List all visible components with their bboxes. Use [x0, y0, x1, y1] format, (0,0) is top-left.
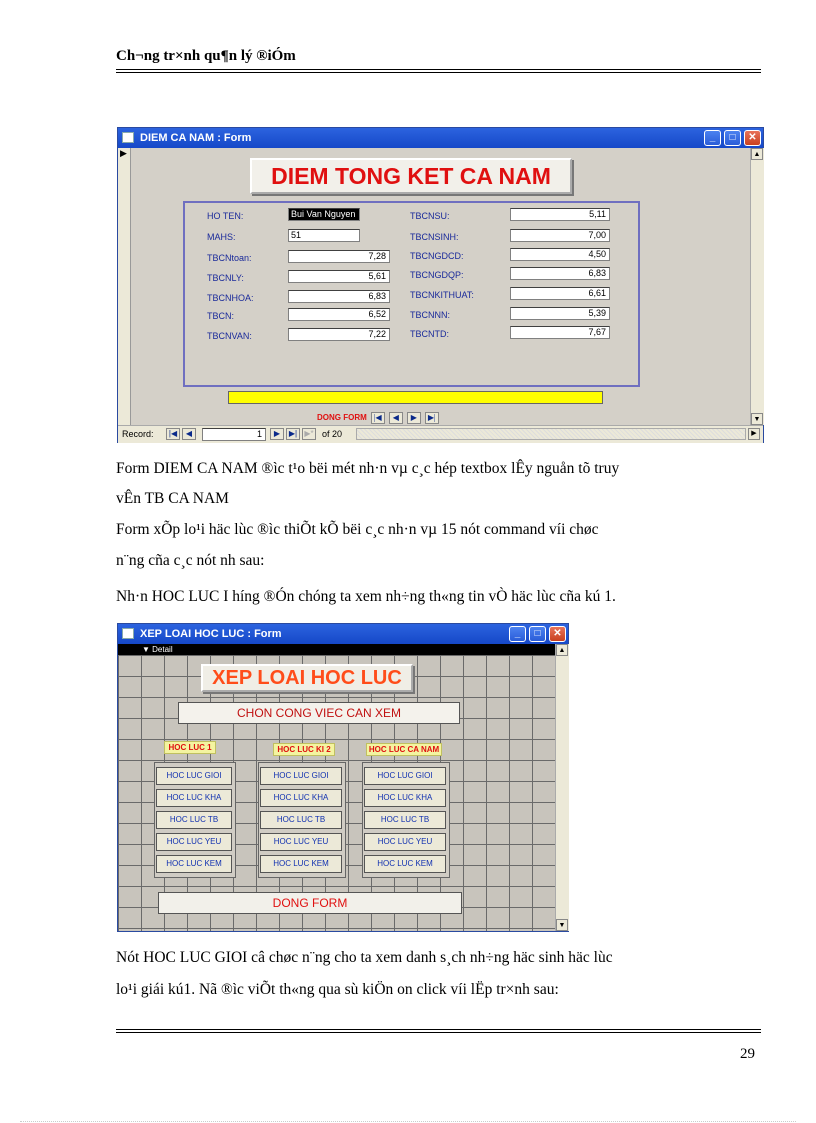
- paragraph1-line3: Form xÕp lo¹i häc lùc ®ìc thiÕt kÕ bëi c¸c nh·n vµ 15 nót command víi chøc: [116, 521, 599, 538]
- hoc-luc-ca-nam-header: HOC LUC CA NAM: [366, 743, 442, 756]
- maximize-icon[interactable]: □: [724, 130, 741, 146]
- yellow-bar: [228, 391, 603, 404]
- label-tbcnly: TBCNLY:: [207, 273, 244, 283]
- close-icon[interactable]: ✕: [744, 130, 761, 146]
- label-tbcntd: TBCNTD:: [410, 329, 449, 339]
- label-mahs: MAHS:: [207, 232, 236, 242]
- form1-vscroll[interactable]: [750, 148, 764, 425]
- hoc-luc-ki2-tb-button[interactable]: HOC LUC TB: [260, 811, 342, 829]
- form2-subtitle: CHON CONG VIEC CAN XEM: [178, 702, 460, 724]
- window1-titlebar[interactable]: [118, 128, 763, 148]
- hoc-luc-ki2-kha-button[interactable]: HOC LUC KHA: [260, 789, 342, 807]
- window2-titlebar[interactable]: [118, 624, 568, 644]
- hoc-luc-1-tb-button[interactable]: HOC LUC TB: [156, 811, 232, 829]
- tbcnsinh-field[interactable]: 7,00: [510, 229, 610, 242]
- nav-last-icon[interactable]: ▶|: [425, 412, 439, 424]
- tbcntoan-field[interactable]: 7,28: [288, 250, 390, 263]
- dong-form-button-2[interactable]: DONG FORM: [158, 892, 462, 914]
- dong-form-button[interactable]: DONG FORM: [317, 413, 367, 422]
- record-prev-icon[interactable]: ◀: [182, 428, 196, 440]
- tbcnsu-field[interactable]: 5,11: [510, 208, 610, 221]
- record-last-icon[interactable]: ▶|: [286, 428, 300, 440]
- tbcngdcd-field[interactable]: 4,50: [510, 248, 610, 261]
- scroll2-up-icon[interactable]: ▲: [556, 644, 568, 656]
- hoc-luc-ki2-yeu-button[interactable]: HOC LUC YEU: [260, 833, 342, 851]
- paragraph1-line4: n¨ng cña c¸c nót nh sau:: [116, 552, 265, 569]
- label-tbcnsu: TBCNSU:: [410, 211, 450, 221]
- detail-section-bar: [118, 644, 555, 655]
- paragraph2-line1: Nót HOC LUC GIOI câ chøc n¨ng cho ta xem danh s¸ch nh÷ng häc sinh häc lùc: [116, 949, 613, 966]
- hoc-luc-ca-nam-gioi-button[interactable]: HOC LUC GIOI: [364, 767, 446, 785]
- label-tbcngdqp: TBCNGDQP:: [410, 270, 464, 280]
- label-tbcnsinh: TBCNSINH:: [410, 232, 459, 242]
- diem-ca-nam-window: [117, 127, 764, 443]
- form1-hscroll[interactable]: [356, 428, 746, 440]
- detail-section-label: Detail: [152, 645, 173, 654]
- paragraph1-line2: vÊn TB CA NAM: [116, 490, 229, 507]
- record-number-field[interactable]: 1: [202, 428, 266, 441]
- xep-loai-hoc-luc-window: [117, 623, 569, 932]
- tbcnly-field[interactable]: 5,61: [288, 270, 390, 283]
- label-tbcn: TBCN:: [207, 311, 234, 321]
- hoc-luc-1-header: HOC LUC 1: [164, 741, 216, 754]
- header-rule: [116, 69, 761, 70]
- paragraph1-line5: Nh·n HOC LUC I híng ®Ón chóng ta xem nh÷ng th«ng tin vÒ häc lùc cña kú 1.: [116, 588, 616, 605]
- column1-panel: [154, 762, 236, 878]
- mahs-field[interactable]: 51: [288, 229, 360, 242]
- page-header-title: Ch¬ng tr×nh qu¶n lý ®iÓm: [116, 48, 296, 64]
- label-tbcnvan: TBCNVAN:: [207, 331, 252, 341]
- label-tbcngdcd: TBCNGDCD:: [410, 251, 464, 261]
- scroll-down-icon[interactable]: ▼: [751, 413, 763, 425]
- hoc-luc-ca-nam-kha-button[interactable]: HOC LUC KHA: [364, 789, 446, 807]
- label-tbcnhoa: TBCNHOA:: [207, 293, 254, 303]
- page-bottom-dotline: [20, 1121, 796, 1122]
- tbcnkithuat-field[interactable]: 6,61: [510, 287, 610, 300]
- minimize2-icon[interactable]: _: [509, 626, 526, 642]
- hscroll-right-icon[interactable]: ▶: [748, 428, 760, 440]
- form2-design-grid: [118, 655, 555, 931]
- form2-title: XEP LOAI HOC LUC: [201, 664, 413, 692]
- column2-panel: [258, 762, 346, 878]
- form2-vscroll[interactable]: [555, 644, 569, 931]
- page-number: 29: [740, 1046, 755, 1062]
- label-tbcnkithuat: TBCNKITHUAT:: [410, 290, 474, 300]
- record-new-icon[interactable]: ▶*: [302, 428, 316, 440]
- form1-title: DIEM TONG KET CA NAM: [250, 158, 572, 194]
- hoc-luc-1-kem-button[interactable]: HOC LUC KEM: [156, 855, 232, 873]
- tbcnvan-field[interactable]: 7,22: [288, 328, 390, 341]
- record-total: of 20: [322, 429, 343, 439]
- form2-icon: [122, 628, 134, 639]
- ho-ten-field[interactable]: Bui Van Nguyen: [288, 208, 360, 221]
- record-first-icon[interactable]: |◀: [166, 428, 180, 440]
- record-navigation-bar: [118, 425, 763, 443]
- record-pointer-icon: ▶: [120, 148, 127, 158]
- nav-next-icon[interactable]: ▶: [407, 412, 421, 424]
- paragraph1-line1: Form DIEM CA NAM ®ìc t¹o bëi mét nh·n vµ c¸c hép textbox lÊy nguån tõ truy: [116, 460, 620, 477]
- tbcngdqp-field[interactable]: 6,83: [510, 267, 610, 280]
- detail-arrow-icon: ▼: [142, 645, 153, 654]
- hoc-luc-ca-nam-kem-button[interactable]: HOC LUC KEM: [364, 855, 446, 873]
- window2-title: XEP LOAI HOC LUC : Form: [140, 628, 282, 640]
- hoc-luc-1-kha-button[interactable]: HOC LUC KHA: [156, 789, 232, 807]
- hoc-luc-1-gioi-button[interactable]: HOC LUC GIOI: [156, 767, 232, 785]
- hoc-luc-ki2-gioi-button[interactable]: HOC LUC GIOI: [260, 767, 342, 785]
- record-selector[interactable]: [118, 148, 131, 425]
- form-icon: [122, 132, 134, 143]
- footer-rule: [116, 1029, 761, 1030]
- tbcntd-field[interactable]: 7,67: [510, 326, 610, 339]
- label-tbcnnn: TBCNNN:: [410, 310, 450, 320]
- nav-prev-icon[interactable]: ◀: [389, 412, 403, 424]
- close2-icon[interactable]: ✕: [549, 626, 566, 642]
- hoc-luc-ca-nam-yeu-button[interactable]: HOC LUC YEU: [364, 833, 446, 851]
- form1-detail: [131, 148, 750, 425]
- scroll2-down-icon[interactable]: ▼: [556, 919, 568, 931]
- hoc-luc-1-yeu-button[interactable]: HOC LUC YEU: [156, 833, 232, 851]
- tbcnhoa-field[interactable]: 6,83: [288, 290, 390, 303]
- header-rule-2: [116, 72, 761, 73]
- record-next-icon[interactable]: ▶: [270, 428, 284, 440]
- form-nav-strip: [317, 410, 507, 425]
- tbcnnn-field[interactable]: 5,39: [510, 307, 610, 320]
- minimize-icon[interactable]: _: [704, 130, 721, 146]
- label-ho-ten: HO TEN:: [207, 211, 244, 221]
- label-tbcntoan: TBCNtoan:: [207, 253, 252, 263]
- paragraph2-line2: lo¹i giái kú1. Nã ®ìc viÕt th«ng qua sù kiÖn on click víi lËp tr×nh sau:: [116, 981, 559, 998]
- window1-title: DIEM CA NAM : Form: [140, 132, 252, 144]
- column3-panel: [362, 762, 450, 878]
- nav-first-icon[interactable]: |◀: [371, 412, 385, 424]
- tbcn-field[interactable]: 6,52: [288, 308, 390, 321]
- hoc-luc-ki2-kem-button[interactable]: HOC LUC KEM: [260, 855, 342, 873]
- hoc-luc-ca-nam-tb-button[interactable]: HOC LUC TB: [364, 811, 446, 829]
- scroll-up-icon[interactable]: ▲: [751, 148, 763, 160]
- hoc-luc-ki-2-header: HOC LUC KI 2: [273, 743, 335, 756]
- record-label: Record:: [122, 429, 154, 439]
- footer-rule-2: [116, 1032, 761, 1033]
- maximize2-icon[interactable]: □: [529, 626, 546, 642]
